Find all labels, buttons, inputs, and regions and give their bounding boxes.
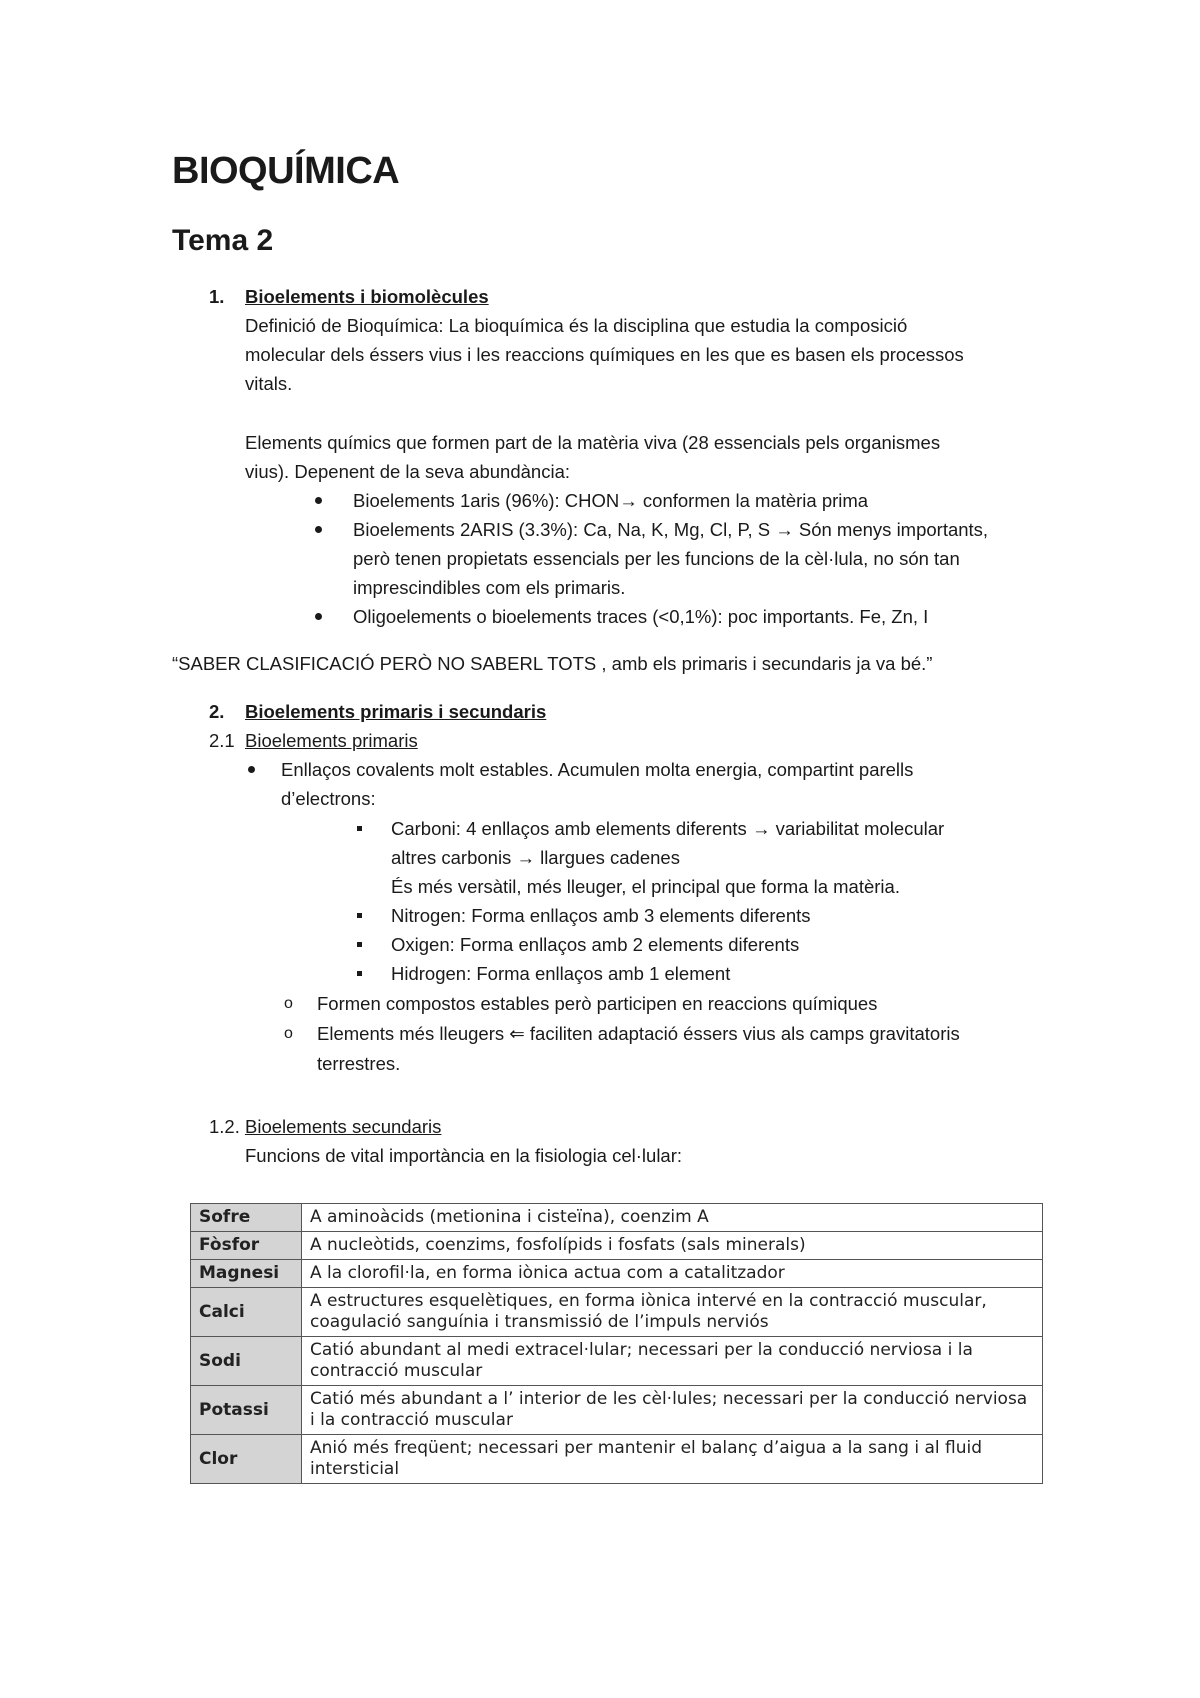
list-item: Carboni: 4 enllaços amb elements diferents → variabilitat molecular [391, 818, 945, 839]
element-name: Sofre [191, 1204, 302, 1232]
bullet-item: Bioelements 2ARIS (3.3%): Ca, Na, K, Mg, Cl, P, S → Són menys importants, [353, 519, 989, 540]
element-description: Anió més freqüent; necessari per mantenir el balanç d’aigua a la sang i al fluid intersticial [302, 1435, 1043, 1484]
element-name: Sodi [191, 1337, 302, 1386]
elements-line: Elements químics que formen part de la matèria viva (28 essencials pels organismes [245, 432, 941, 453]
square-bullet-icon [357, 913, 362, 918]
element-description: Catió més abundant a l’ interior de les cèl·lules; necessari per la conducció nerviosa i la contracció muscular [302, 1386, 1043, 1435]
list-item: Elements més lleugers ⇐ faciliten adaptació éssers vius als camps gravitatoris [317, 1023, 960, 1044]
bullet-item: però tenen propietats essencials per les funcions de la cèl·lula, no són tan [353, 548, 960, 569]
table-row [191, 1288, 1043, 1337]
section1-heading: Bioelements i biomolècules [245, 286, 489, 307]
subsection-heading: Bioelements primaris [245, 730, 418, 751]
definition-line: Definició de Bioquímica: La bioquímica és la disciplina que estudia la composició [245, 315, 908, 336]
list-item: altres carbonis → llargues cadenes [391, 847, 680, 868]
bullet-item: d’electrons: [281, 788, 376, 809]
table-row [191, 1232, 1043, 1260]
element-description: A nucleòtids, coenzims, fosfolípids i fosfats (sals minerals) [302, 1232, 1043, 1260]
square-bullet-icon [357, 942, 362, 947]
element-description: Catió abundant al medi extracel·lular; necessari per la conducció nerviosa i la contracció muscular [302, 1337, 1043, 1386]
table-row [191, 1260, 1043, 1288]
list-item: terrestres. [317, 1053, 401, 1074]
subsection-number: 2.1 [209, 730, 235, 751]
table-row [191, 1435, 1043, 1484]
bullet-item: Bioelements 1aris (96%): CHON→ conformen la matèria prima [353, 490, 869, 511]
page-title: BIOQUÍMICA [172, 150, 400, 192]
section2-heading: Bioelements primaris i secundaris [245, 701, 547, 722]
definition-line: vitals. [245, 373, 293, 394]
list-item: Oxigen: Forma enllaços amb 2 elements diferents [391, 934, 800, 955]
table-row [191, 1204, 1043, 1232]
element-description: A estructures esquelètiques, en forma iònica intervé en la contracció muscular, coagulació sanguínia i transmissió de l’impuls nerviós [302, 1288, 1043, 1337]
bullet-icon [315, 613, 322, 620]
list-item: Hidrogen: Forma enllaços amb 1 element [391, 963, 731, 984]
list-item: És més versàtil, més lleuger, el principal que forma la matèria. [391, 876, 900, 897]
circle-bullet-icon: o [284, 1025, 293, 1042]
table-row [191, 1337, 1043, 1386]
subsection-intro: Funcions de vital importància en la fisiologia cel·lular: [245, 1145, 683, 1166]
table-row [191, 1386, 1043, 1435]
subsection-number: 1.2. [209, 1116, 240, 1137]
element-name: Fòsfor [191, 1232, 302, 1260]
circle-bullet-icon: o [284, 995, 293, 1012]
bullet-item: Enllaços covalents molt estables. Acumulen molta energia, compartint parells [281, 759, 914, 780]
element-name: Potassi [191, 1386, 302, 1435]
square-bullet-icon [357, 971, 362, 976]
definition-line: molecular dels éssers vius i les reaccions químiques en les que es basen els processos [245, 344, 964, 365]
bioelements-table [190, 1203, 1043, 1484]
section2-number: 2. [209, 701, 225, 722]
element-description: A aminoàcids (metionina i cisteïna), coenzim A [302, 1204, 1043, 1232]
page-subtitle: Tema 2 [172, 224, 274, 257]
element-name: Magnesi [191, 1260, 302, 1288]
bullet-icon [315, 497, 322, 504]
square-bullet-icon [357, 826, 362, 831]
bullet-icon [248, 766, 255, 773]
subsection-heading: Bioelements secundaris [245, 1116, 442, 1137]
bullet-item: Oligoelements o bioelements traces (<0,1%): poc importants. Fe, Zn, I [353, 606, 929, 627]
quote-note: “SABER CLASIFICACIÓ PERÒ NO SABERL TOTS , amb els primaris i secundaris ja va bé.” [172, 653, 933, 674]
bullet-icon [315, 526, 322, 533]
elements-line: vius). Depenent de la seva abundància: [245, 461, 570, 482]
section1-number: 1. [209, 286, 225, 307]
list-item: Nitrogen: Forma enllaços amb 3 elements diferents [391, 905, 811, 926]
element-name: Calci [191, 1288, 302, 1337]
element-description: A la clorofil·la, en forma iònica actua com a catalitzador [302, 1260, 1043, 1288]
bullet-item: imprescindibles com els primaris. [353, 577, 626, 598]
element-name: Clor [191, 1435, 302, 1484]
list-item: Formen compostos estables però participen en reaccions químiques [317, 993, 878, 1014]
